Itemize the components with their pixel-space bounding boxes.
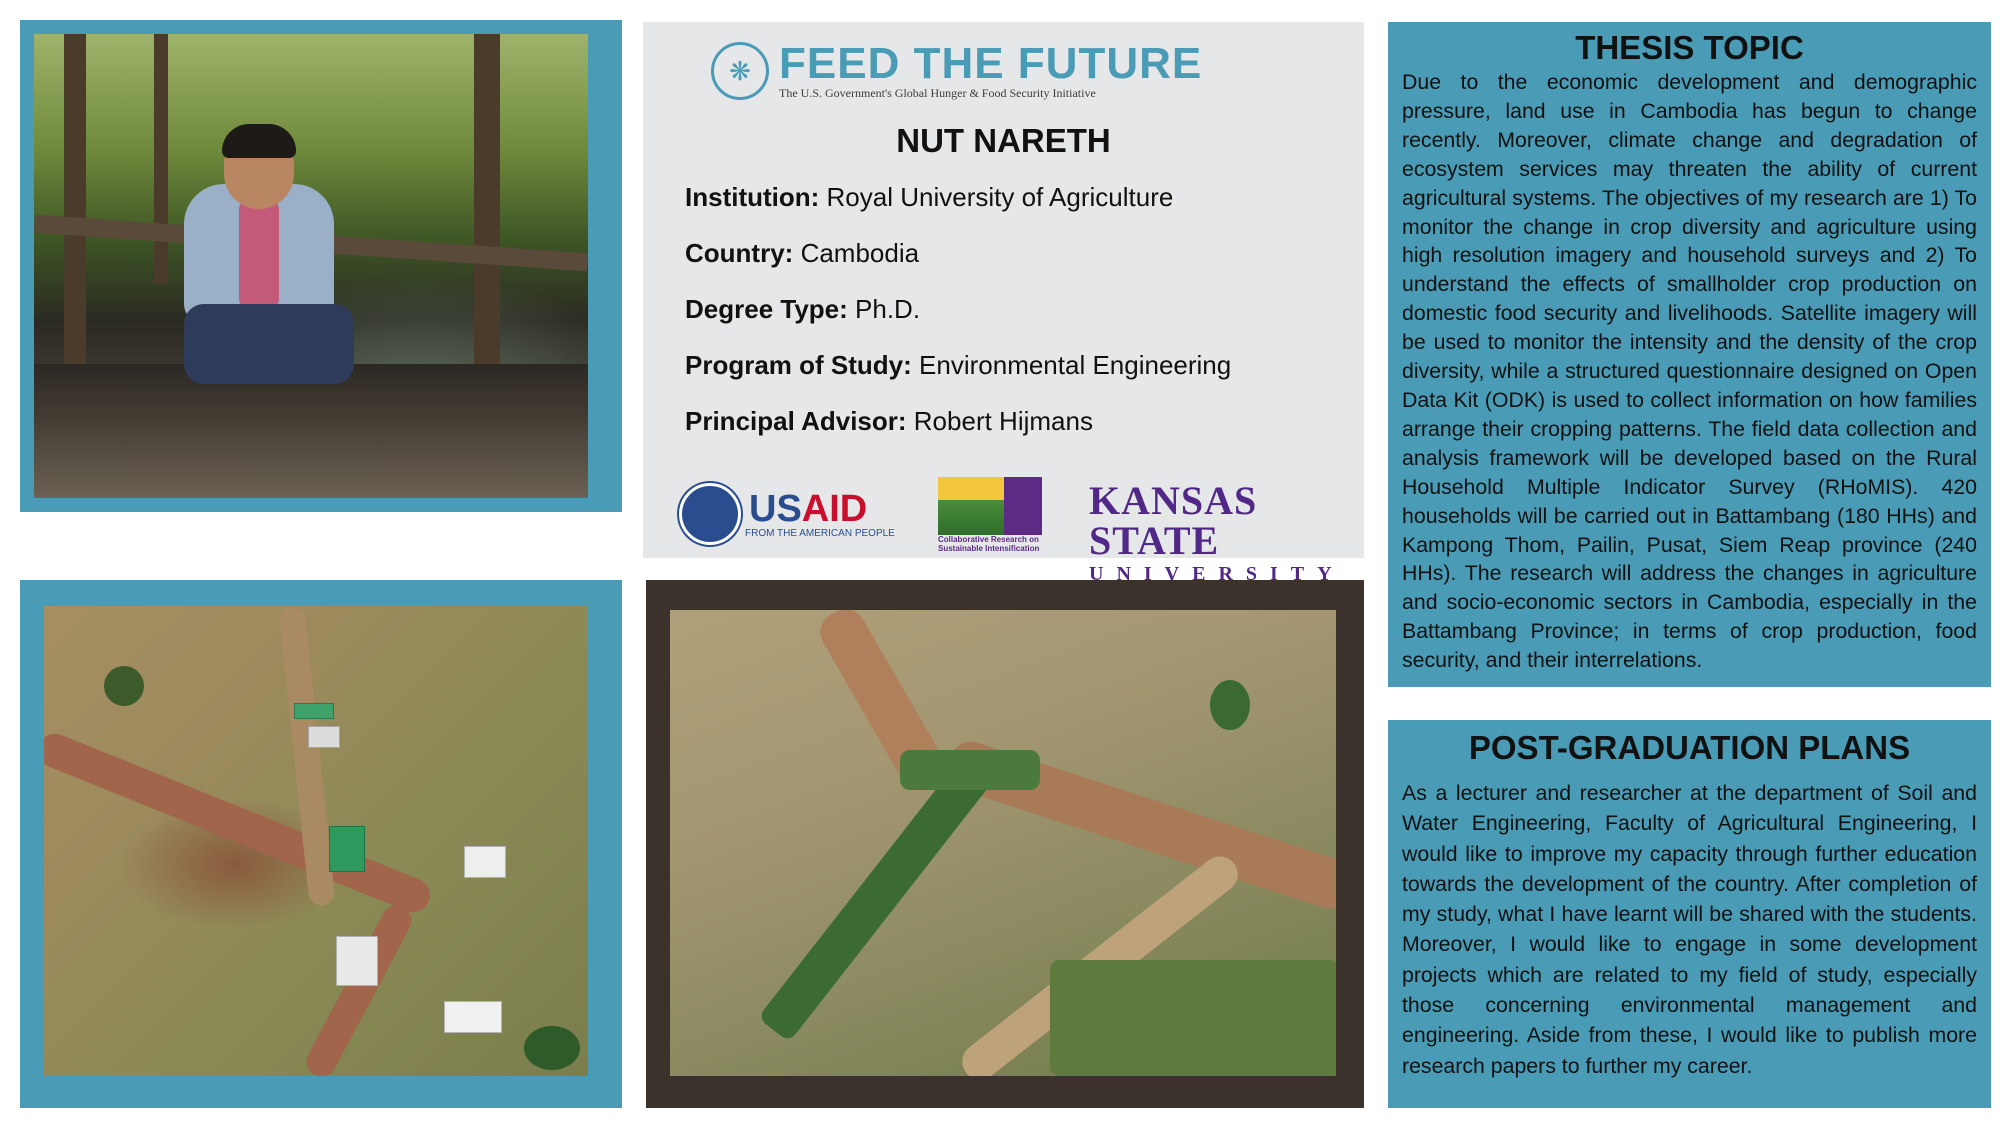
advisor-value: Robert Hijmans xyxy=(913,406,1093,436)
eagle-seal-icon: ❋ xyxy=(711,42,769,100)
thesis-heading: THESIS TOPIC xyxy=(1575,29,1804,66)
feed-the-future-title: FEED THE FUTURE xyxy=(779,39,1203,88)
student-name: NUT NARETH xyxy=(896,122,1111,159)
institution-value: Royal University of Agriculture xyxy=(826,182,1174,212)
sponsor-logos xyxy=(643,477,1364,585)
collaborative-research-logo xyxy=(938,477,1042,553)
aerial-photo-farm-buildings xyxy=(44,606,588,1076)
institution-label: Institution: xyxy=(685,182,820,212)
program-label: Program of Study: xyxy=(685,350,912,380)
usaid-wordmark: USAID xyxy=(749,487,868,530)
program-row xyxy=(685,350,1231,381)
profile-card xyxy=(643,22,1364,585)
collaborative-research-caption: Collaborative Research on Sustainable Intensification xyxy=(938,535,1040,553)
thesis-body: Due to the economic development and demographic pressure, land use in Cambodia has begun to change recently. Moreover, climate change and degradation of ecosystem services may threaten the ability of current agricultural systems. The objectives of my research are 1) To monitor the change in crop diversity and agriculture using high resolution imagery and household surveys and 2) To understand the effects of smallholder crop production on domestic food security and livelihoods. Satellite imagery will be used to monitor the intensity and the density of the crop diversity, while a structured questionnaire designed on Open Data Kit (ODK) is used to collect information on how families arrange their cropping patterns. The field data collection and analysis framework will be developed based on the Rural Household Multiple Indicator Survey (RHoMIS). 420 households will be carried out in Battambang (180 HHs) and Kampong Thom, Pailin, Pusat, Siem Reap province (240 HHs). The research will address the changes in agriculture and socio-economic sectors in Cambodia, especially in the Battambang Province; in terms of crop production, food security, and their interrelations. xyxy=(1402,70,1977,673)
thesis-topic-box xyxy=(1388,22,1991,687)
degree-value: Ph.D. xyxy=(855,294,921,324)
portrait-photo xyxy=(34,34,588,498)
country-label: Country: xyxy=(685,238,794,268)
institution-row xyxy=(685,182,1173,213)
plans-heading: POST-GRADUATION PLANS xyxy=(1468,729,1911,766)
usaid-subtitle: FROM THE AMERICAN PEOPLE xyxy=(745,527,895,539)
usaid-seal-icon xyxy=(679,483,741,545)
post-graduation-plans-box xyxy=(1388,720,1991,1108)
ksu-line1: KANSAS STATE xyxy=(1089,478,1258,563)
country-value: Cambodia xyxy=(800,238,920,268)
feed-the-future-tagline: The U.S. Government's Global Hunger & Food Security Initiative xyxy=(779,86,1096,100)
feed-the-future-logo xyxy=(711,36,1202,106)
plans-body: As a lecturer and researcher at the department of Soil and Water Engineering, Faculty of Agricultural Engineering, I would like to improve my capacity through further education towards the development of the country. After completion of my study, what I have learnt will be shared with the students. Moreover, I would like to engage in some development projects which are related to my field of study, especially those concerning environmental management and engineering. Aside from these, I would like to publish more research papers to further my career. xyxy=(1402,781,1977,1078)
advisor-row xyxy=(685,406,1093,437)
country-row xyxy=(685,238,919,269)
degree-label: Degree Type: xyxy=(685,294,848,324)
usaid-logo xyxy=(679,483,895,545)
kansas-state-logo xyxy=(1089,478,1364,587)
advisor-label: Principal Advisor: xyxy=(685,406,907,436)
field-sun-icon xyxy=(938,477,1042,535)
degree-row xyxy=(685,294,920,325)
program-value: Environmental Engineering xyxy=(919,350,1232,380)
aerial-photo-fields xyxy=(670,610,1336,1076)
ksu-line2: UNIVERSITY xyxy=(1089,563,1345,585)
